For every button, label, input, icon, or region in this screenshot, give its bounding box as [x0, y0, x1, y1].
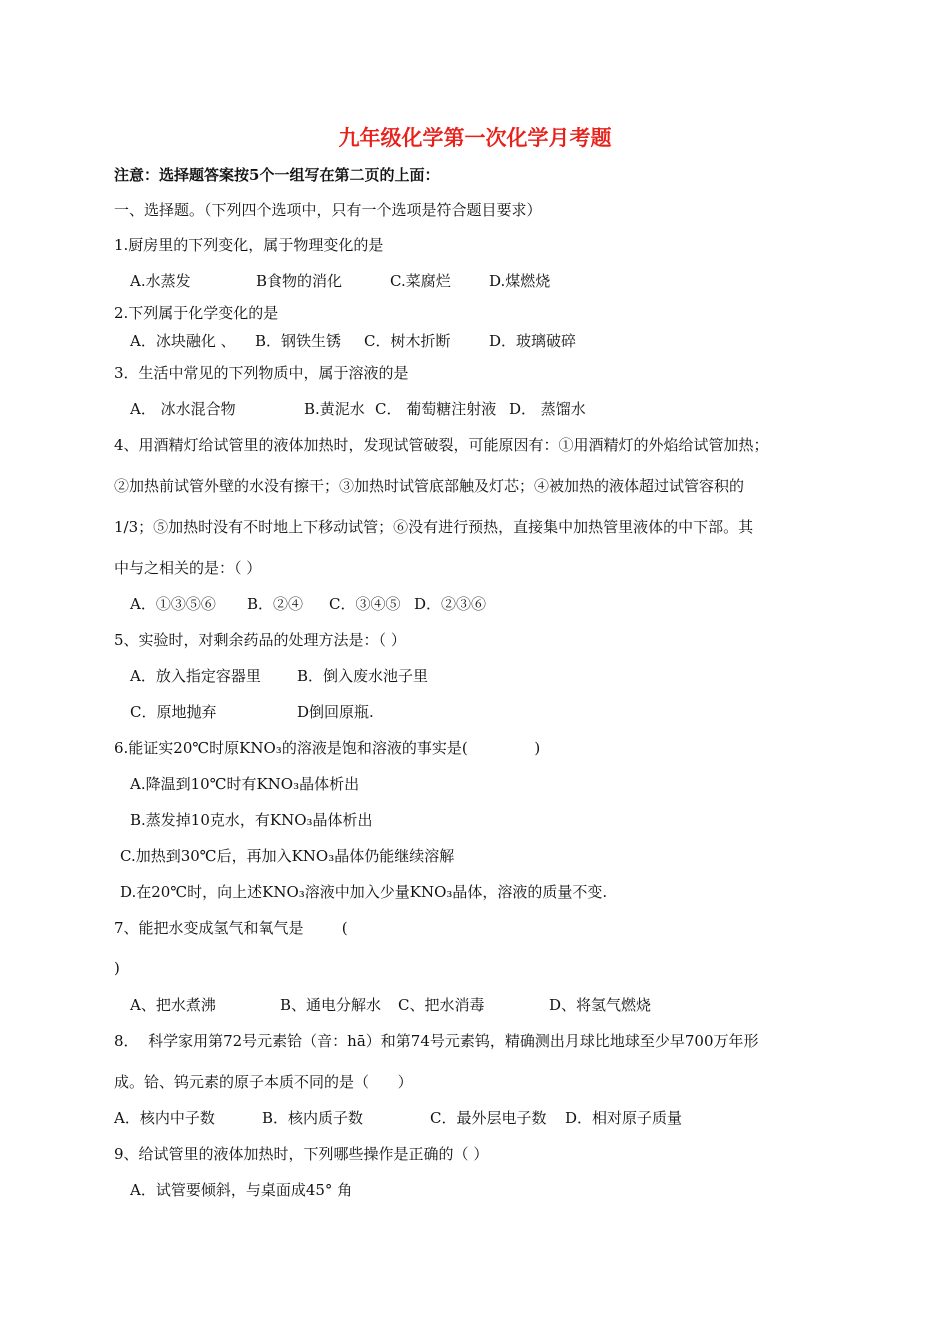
question-4-line-2: ②加热前试管外壁的水没有擦干；③加热时试管底部触及灯芯；④被加热的液体超过试管容积的	[114, 477, 745, 495]
q7-option-a: A、把水煮沸	[130, 996, 216, 1014]
q2-option-a: A．冰块融化 、	[130, 332, 236, 350]
q9-option-a: A．试管要倾斜，与桌面成45° 角	[130, 1181, 353, 1199]
q2-option-b: B．钢铁生锈	[255, 332, 342, 350]
q8-option-b: B．核内质子数	[262, 1109, 364, 1127]
q8-option-d: D．相对原子质量	[565, 1109, 683, 1127]
q3-option-b: B.黄泥水	[304, 400, 365, 418]
question-4-line-3: 1/3；⑤加热时没有不时地上下移动试管；⑥没有进行预热，直接集中加热管里液体的中下部。其	[114, 518, 754, 536]
q5-option-c: C．原地抛弃	[130, 703, 217, 721]
q4-option-b: B．②④	[247, 595, 304, 613]
q6-option-b: B.蒸发掉10克水，有KNO₃晶体析出	[130, 811, 373, 829]
q7-option-c: C、把水消毒	[398, 996, 485, 1014]
q2-option-c: C．树木折断	[364, 332, 451, 350]
q5-option-b: B．倒入废水池子里	[297, 667, 429, 685]
q4-option-d: D．②③⑥	[414, 595, 487, 613]
q5-option-d: D倒回原瓶.	[297, 703, 374, 721]
question-8-line-2: 成。铪、钨元素的原子本质不同的是（ ）	[114, 1073, 413, 1091]
section-heading: 一、选择题。（下列四个选项中，只有一个选项是符合题目要求）	[114, 201, 542, 219]
q7-option-b: B、通电分解水	[280, 996, 382, 1014]
q3-option-d: D． 蒸馏水	[509, 400, 586, 418]
question-4-line-1: 4、用酒精灯给试管里的液体加热时，发现试管破裂，可能原因有：①用酒精灯的外焰给试管加热；	[114, 436, 769, 454]
q6-option-d: D.在20℃时，向上述KNO₃溶液中加入少量KNO₃晶体，溶液的质量不变.	[120, 883, 608, 901]
q6-option-c: C.加热到30℃后，再加入KNO₃晶体仍能继续溶解	[120, 847, 455, 865]
q4-option-c: C．③④⑤	[329, 595, 401, 613]
q3-option-a: A． 冰水混合物	[130, 400, 236, 418]
notice-text: 注意：选择题答案按5个一组写在第二页的上面：	[114, 166, 440, 184]
question-3-stem: 3．生活中常见的下列物质中，属于溶液的是	[114, 364, 409, 382]
question-1-stem: 1.厨房里的下列变化，属于物理变化的是	[114, 236, 384, 254]
q8-option-a: A．核内中子数	[114, 1109, 215, 1127]
q1-option-b: B食物的消化	[256, 272, 343, 290]
q8-option-c: C．最外层电子数	[430, 1109, 547, 1127]
question-8-line-1: 8． 科学家用第72号元素铪（音：hā）和第74号元素钨，精确测出月球比地球至少早700万年形	[114, 1032, 759, 1050]
q7-option-d: D、将氢气燃烧	[549, 996, 652, 1014]
q4-option-a: A．①③⑤⑥	[130, 595, 216, 613]
question-7-stem: 7、能把水变成氢气和氧气是 (	[114, 919, 348, 937]
question-7-stem-cont: )	[114, 959, 120, 977]
question-5-stem: 5、实验时，对剩余药品的处理方法是：（ ）	[114, 631, 406, 649]
q1-option-a: A.水蒸发	[130, 272, 191, 290]
q3-option-c: C． 葡萄糖注射液	[375, 400, 497, 418]
q2-option-d: D．玻璃破碎	[489, 332, 577, 350]
page-title: 九年级化学第一次化学月考题	[338, 125, 612, 150]
question-6-stem: 6.能证实20℃时原KNO₃的溶液是饱和溶液的事实是( )	[114, 739, 541, 757]
q1-option-d: D.煤燃烧	[489, 272, 551, 290]
question-9-stem: 9、给试管里的液体加热时，下列哪些操作是正确的（ ）	[114, 1145, 489, 1163]
q5-option-a: A．放入指定容器里	[130, 667, 261, 685]
question-2-stem: 2.下列属于化学变化的是	[114, 304, 279, 322]
q1-option-c: C.菜腐烂	[390, 272, 451, 290]
question-4-line-4: 中与之相关的是：（ ）	[114, 559, 262, 577]
q6-option-a: A.降温到10℃时有KNO₃晶体析出	[130, 775, 360, 793]
